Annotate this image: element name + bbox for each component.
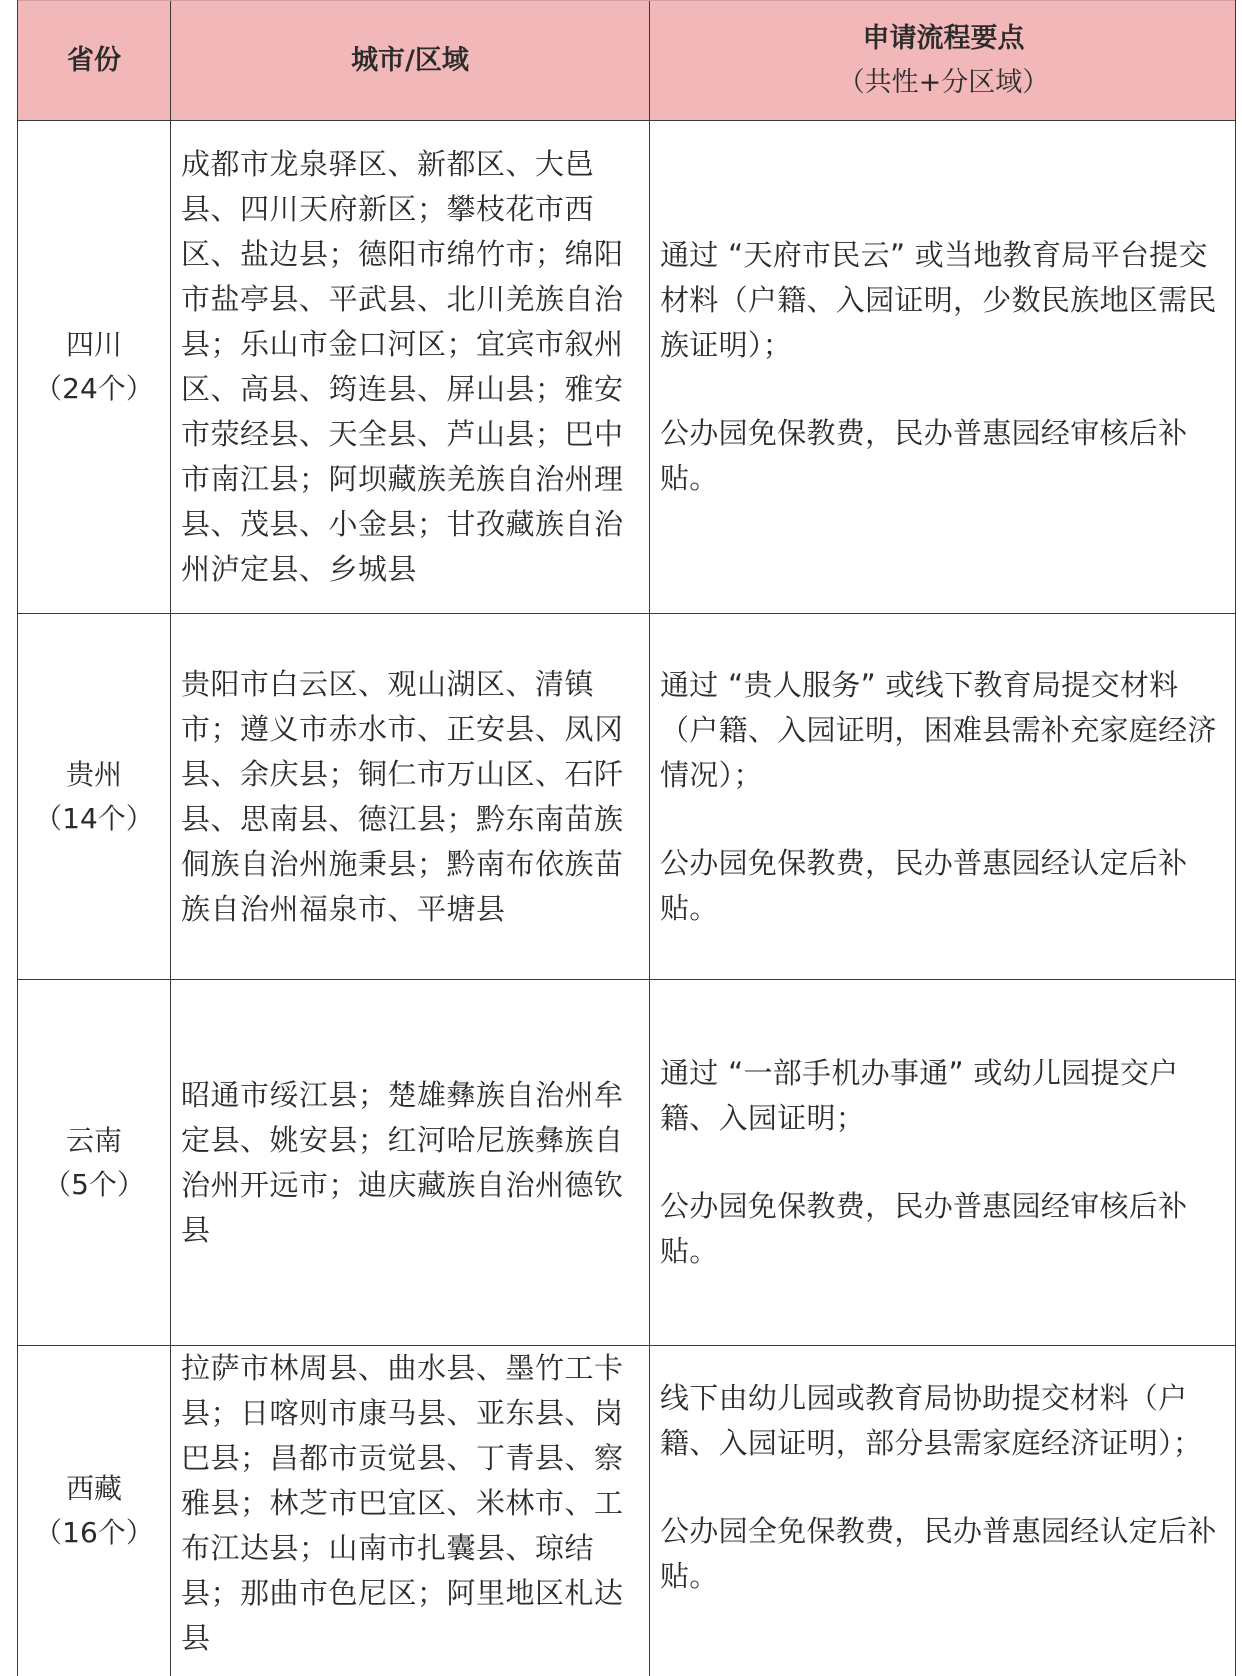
area-cell bbox=[171, 980, 650, 1345]
header-process-line1: 申请流程要点 bbox=[862, 22, 1025, 54]
process-step-submit: 线下由幼儿园或教育局协助提交材料（户籍、入园证明，部分县需家庭经济证明）； bbox=[660, 1381, 1203, 1460]
header-province-label: 省份 bbox=[67, 44, 121, 76]
province-count: （16个） bbox=[34, 1516, 154, 1549]
process-step-submit: 通过 “天府市民云” 或当地教育局平台提交材料（户籍、入园证明，少数民族地区需民族证明）； bbox=[660, 238, 1217, 362]
table-row bbox=[18, 1346, 1235, 1676]
area-text: 成都市龙泉驿区、新都区、大邑县、四川天府新区；攀枝花市西区、盐边县；德阳市绵竹市；绵阳市盐亭县、平武县、北川羌族自治县；乐山市金口河区；宜宾市叙州区、高县、筠连县、屏山县；雅安市荥经县、天全县、芦山县；巴中市南江县；阿坝藏族羌族自治州理县、茂县、小金县；甘孜藏族自治州泸定县、乡城县 bbox=[181, 147, 624, 586]
process-step-subsidy: 公办园免保教费，民办普惠园经认定后补贴。 bbox=[660, 845, 1188, 925]
area-text: 昭通市绥江县；楚雄彝族自治州牟定县、姚安县；红河哈尼族彝族自治州开远市；迪庆藏族自治州德钦县 bbox=[181, 1077, 624, 1247]
header-process bbox=[650, 1, 1235, 120]
process-cell bbox=[650, 614, 1235, 979]
process-step-subsidy: 公办园免保教费，民办普惠园经审核后补贴。 bbox=[660, 1189, 1188, 1268]
province-count: （5个） bbox=[43, 1167, 145, 1201]
area-cell bbox=[171, 614, 650, 979]
process-cell bbox=[650, 1346, 1235, 1676]
process-step-submit: 通过 “贵人服务” 或线下教育局提交材料（户籍、入园证明，困难县需补充家庭经济情况）； bbox=[660, 667, 1217, 792]
header-area bbox=[171, 1, 650, 120]
province-name: 西藏 bbox=[65, 1472, 122, 1505]
process-step-subsidy: 公办园免保教费，民办普惠园经审核后补贴。 bbox=[660, 416, 1188, 495]
header-province bbox=[18, 1, 171, 120]
header-area-label: 城市/区域 bbox=[351, 44, 469, 76]
process-cell bbox=[650, 980, 1235, 1345]
area-cell bbox=[171, 121, 650, 613]
province-name: 贵州 bbox=[65, 757, 122, 791]
table-row bbox=[18, 980, 1235, 1346]
area-text: 贵阳市白云区、观山湖区、清镇市；遵义市赤水市、正安县、凤冈县、余庆县；铜仁市万山区、石阡县、思南县、德江县；黔东南苗族侗族自治州施秉县；黔南布依族苗族自治州福泉市、平塘县 bbox=[181, 666, 624, 926]
table-row bbox=[18, 121, 1235, 614]
process-step-subsidy: 公办园全免保教费，民办普惠园经认定后补贴。 bbox=[660, 1514, 1217, 1593]
province-name: 云南 bbox=[65, 1123, 122, 1157]
process-step-submit: 通过 “一部手机办事通” 或幼儿园提交户籍、入园证明； bbox=[660, 1056, 1179, 1135]
province-count: （24个） bbox=[34, 372, 154, 405]
province-name: 四川 bbox=[65, 328, 122, 361]
area-text: 拉萨市林周县、曲水县、墨竹工卡县；日喀则市康马县、亚东县、岗巴县；昌都市贡觉县、丁青县、察雅县；林芝市巴宜区、米林市、工布江达县；山南市扎囊县、琼结县；那曲市色尼区；阿里地区札达县 bbox=[181, 1351, 624, 1655]
table-row bbox=[18, 614, 1235, 980]
province-cell bbox=[18, 121, 171, 613]
province-cell bbox=[18, 1346, 171, 1676]
table-header bbox=[18, 0, 1235, 121]
process-cell bbox=[650, 121, 1235, 613]
area-cell bbox=[171, 1346, 650, 1676]
policy-table bbox=[17, 0, 1236, 1676]
province-cell bbox=[18, 614, 171, 979]
header-process-line2: （共性+分区域） bbox=[837, 66, 1050, 98]
province-cell bbox=[18, 980, 171, 1345]
province-count: （14个） bbox=[34, 801, 154, 835]
